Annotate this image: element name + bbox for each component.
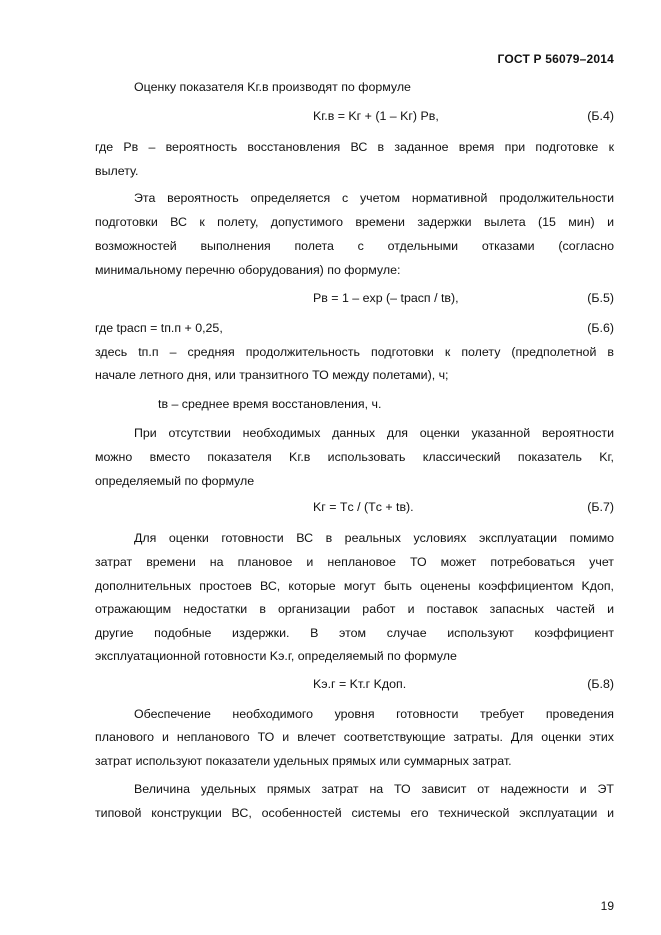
text-line: затрат времени на плановое и неплановое ТО может потребоваться учет [95,555,614,569]
text-line: определяемый по формуле [95,474,255,488]
text-line: затрат используют показатели удельных прямых или суммарных затрат. [95,754,512,768]
formula-b7: Kг = Tс / (Tс + tв). [313,500,414,514]
text-line: здесь tп.п – средняя продолжительность подготовки к полету (предполетной в [95,345,614,359]
text-line: эксплуатационной готовности Kэ.г, определяемый по формуле [95,649,457,663]
text-line: Обеспечение необходимого уровня готовности требует проведения [134,707,614,721]
equation-number: (Б.6) [587,321,614,335]
text-line: Для оценки готовности ВС в реальных условиях эксплуатации помимо [134,531,614,545]
text-line: При отсутствии необходимых данных для оценки указанной вероятности [134,426,614,440]
text-line: tв – среднее время восстановления, ч. [158,397,382,411]
equation-number: (Б.7) [587,500,614,514]
text-line: дополнительных простоев ВС, которые могут быть оценены коэффициентом Kдоп, [95,579,614,593]
text-line: Величина удельных прямых затрат на ТО зависит от надежности и ЭТ [134,782,614,796]
text-line: другие подобные издержки. В этом случае используют коэффициент [95,626,614,640]
text-line: вылету. [95,164,139,178]
text-line: планового и непланового ТО и влечет соответствующие затраты. Для оценки этих [95,730,614,744]
text-line: отражающим недостатки в организации работ и поставок запасных частей и [95,602,614,616]
text-line: где tрасп = tп.п + 0,25, [95,321,223,335]
page-number: 19 [600,899,614,913]
formula-b5: Pв = 1 – exp (– tрасп / tв), [313,291,459,305]
text-line: Оценку показателя Kг.в производят по формуле [134,80,411,94]
text-line: минимальному перечню оборудования) по формуле: [95,263,401,277]
text-line: Эта вероятность определяется с учетом нормативной продолжительности [134,191,614,205]
equation-number: (Б.5) [587,291,614,305]
text-line: возможностей выполнения полета с отдельными отказами (согласно [95,239,614,253]
text-line: начале летного дня, или транзитного ТО между полетами), ч; [95,368,449,382]
standard-header: ГОСТ Р 56079–2014 [497,52,614,66]
formula-b8: Kэ.г = Kт.г Kдоп. [313,677,407,691]
formula-b4: Kг.в = Kг + (1 – Kг) Pв, [313,109,439,123]
equation-number: (Б.4) [587,109,614,123]
equation-number: (Б.8) [587,677,614,691]
text-line: подготовки ВС к полету, допустимого времени задержки вылета (15 мин) и [95,215,614,229]
text-line: типовой конструкции ВС, особенностей системы его технической эксплуатации и [95,806,614,820]
text-line: можно вместо показателя Kг.в использовать классический показатель Kг, [95,450,614,464]
text-line: где Pв – вероятность восстановления ВС в заданное время при подготовке к [95,140,614,154]
